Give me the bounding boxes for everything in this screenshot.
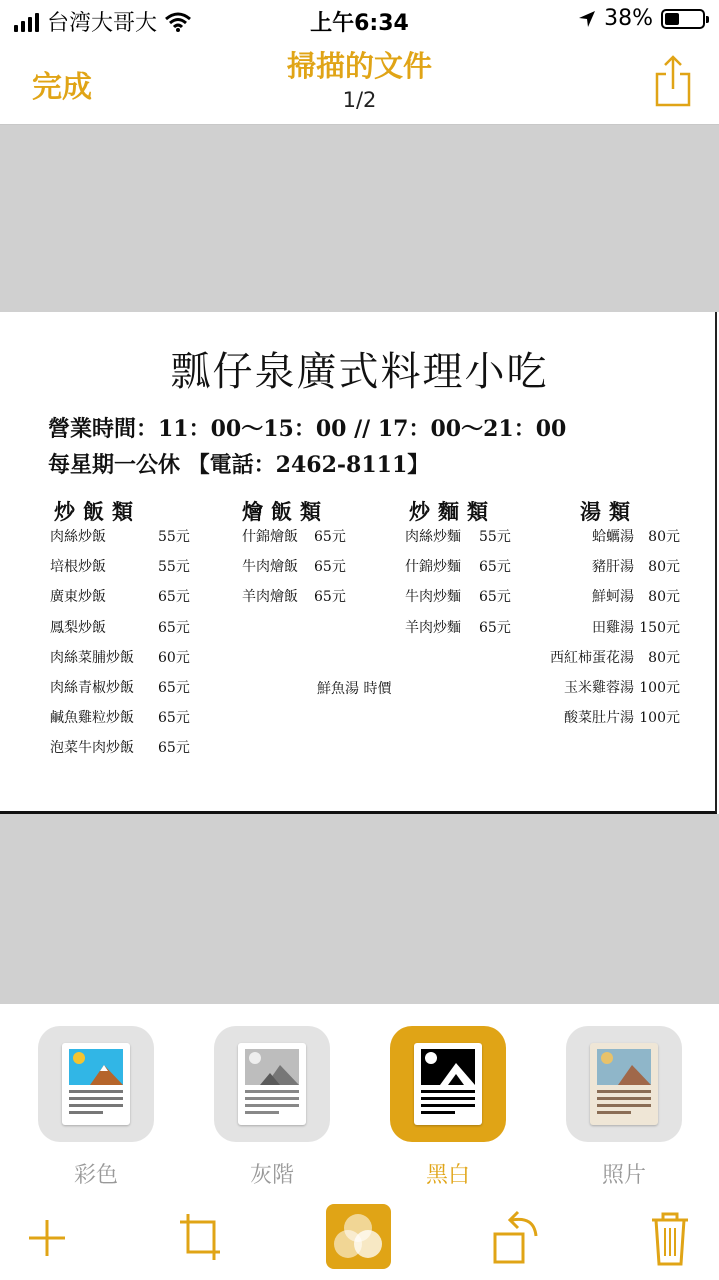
closed-and-phone: 每星期一公休 【電話：2462-8111】 <box>48 452 430 478</box>
menu-title: 瓢仔泉廣式料理小吃 <box>170 349 549 395</box>
menu-item <box>50 586 210 616</box>
item-name: 鹹魚雞粒炒飯 <box>50 710 134 727</box>
menu-item <box>50 677 210 707</box>
item-price: 65元 <box>158 740 190 757</box>
item-price: 65元 <box>158 679 190 696</box>
item-name: 豬肝湯 <box>592 559 634 576</box>
item-price: 55元 <box>158 529 190 545</box>
business-hours: 營業時間：11：00～15：00 // 17：00～21：00 <box>48 416 567 442</box>
fish-soup-market-price: 鮮魚湯 時價 <box>317 681 392 697</box>
menu-item <box>242 556 382 586</box>
filter-label: 黑白 <box>425 1163 470 1188</box>
item-name: 牛肉燴飯 <box>242 559 298 576</box>
category-heading: 湯類 <box>580 499 638 524</box>
filter-tile[interactable] <box>214 1026 330 1142</box>
item-name: 肉絲青椒炒飯 <box>50 679 134 696</box>
filter-tray <box>0 1004 719 1194</box>
item-name: 肉絲炒麵 <box>405 529 461 545</box>
filter-label: 灰階 <box>249 1163 294 1188</box>
item-price: 100元 <box>639 679 680 696</box>
item-price: 65元 <box>479 589 511 606</box>
item-price: 65元 <box>158 710 190 727</box>
menu-column-fried-rice <box>50 496 210 768</box>
item-name: 肉絲炒飯 <box>50 529 106 545</box>
menu-item <box>500 677 680 707</box>
nav-title: 掃描的文件 <box>286 49 432 83</box>
menu-item <box>500 556 680 586</box>
item-name: 泡菜牛肉炒飯 <box>50 740 134 757</box>
item-price: 55元 <box>479 529 511 545</box>
item-name: 培根炒飯 <box>50 559 106 576</box>
menu-item <box>500 526 680 556</box>
status-time: 上午6:34 <box>310 11 409 36</box>
canvas-background-top <box>0 125 719 312</box>
menu-item <box>500 617 680 647</box>
crop-icon[interactable] <box>178 1206 222 1268</box>
done-button[interactable]: 完成 <box>32 70 92 105</box>
filter-tile[interactable] <box>390 1026 506 1142</box>
item-price: 80元 <box>648 529 680 545</box>
item-name: 什錦燴飯 <box>242 529 298 545</box>
menu-column-soups <box>500 496 680 737</box>
item-name: 肉絲菜脯炒飯 <box>50 649 134 666</box>
menu-item <box>500 586 680 616</box>
category-heading: 燴飯類 <box>242 499 329 524</box>
filter-label: 彩色 <box>73 1163 118 1188</box>
item-price: 80元 <box>648 559 680 576</box>
filter-tile[interactable] <box>566 1026 682 1142</box>
item-price: 55元 <box>158 559 190 576</box>
item-price: 65元 <box>314 589 346 606</box>
filters-button[interactable] <box>326 1204 391 1269</box>
nav-bar <box>0 40 719 125</box>
menu-item <box>50 737 210 767</box>
bottom-toolbar <box>0 1194 719 1280</box>
menu-item <box>50 647 210 677</box>
filter-photo[interactable] <box>566 1026 682 1189</box>
menu-item <box>242 586 382 616</box>
filter-black-white[interactable] <box>390 1026 506 1189</box>
item-name: 羊肉炒麵 <box>405 619 461 636</box>
item-name: 西紅柿蛋花湯 <box>550 649 634 666</box>
item-name: 鳳梨炒飯 <box>50 619 106 636</box>
item-price: 65元 <box>479 559 511 576</box>
grayscale-document-icon <box>238 1043 306 1125</box>
item-price: 65元 <box>314 559 346 576</box>
category-heading: 炒飯類 <box>54 499 141 524</box>
menu-column-braised-rice <box>242 496 382 617</box>
trash-icon[interactable] <box>650 1206 690 1268</box>
item-price: 65元 <box>158 589 190 606</box>
item-price: 80元 <box>648 589 680 606</box>
menu-item <box>242 526 382 556</box>
item-price: 150元 <box>639 619 680 636</box>
filter-label: 照片 <box>601 1163 646 1188</box>
filter-color[interactable] <box>38 1026 154 1189</box>
item-price: 65元 <box>158 619 190 636</box>
carrier-label: 台湾大哥大 <box>47 11 158 36</box>
item-price: 100元 <box>639 710 680 727</box>
item-price: 65元 <box>479 619 511 636</box>
item-name: 廣東炒飯 <box>50 589 106 606</box>
item-name: 玉米雞蓉湯 <box>564 679 634 696</box>
photo-document-icon <box>590 1043 658 1125</box>
filter-grayscale[interactable] <box>214 1026 330 1189</box>
item-name: 什錦炒麵 <box>405 559 461 576</box>
filter-tile[interactable] <box>38 1026 154 1142</box>
item-price: 80元 <box>648 649 680 666</box>
black-white-document-icon <box>414 1043 482 1125</box>
rotate-icon[interactable] <box>490 1206 542 1268</box>
menu-item <box>50 526 210 556</box>
item-name: 蛤蠣湯 <box>592 529 634 545</box>
battery-icon <box>661 9 705 29</box>
item-name: 羊肉燴飯 <box>242 589 298 606</box>
location-arrow-icon <box>578 10 596 28</box>
share-icon[interactable] <box>653 54 693 108</box>
status-right <box>578 6 705 31</box>
menu-item <box>50 617 210 647</box>
battery-percent: 38% <box>604 6 653 31</box>
menu-item <box>50 556 210 586</box>
canvas-background-bottom <box>0 814 719 1004</box>
item-price: 60元 <box>158 649 190 666</box>
item-price: 65元 <box>314 529 346 545</box>
status-bar <box>0 0 719 40</box>
item-name: 鮮蚵湯 <box>592 589 634 606</box>
item-name: 酸菜肚片湯 <box>564 710 634 727</box>
category-heading: 炒麵類 <box>409 499 496 524</box>
menu-item <box>500 647 680 677</box>
filters-icon <box>326 1204 391 1269</box>
menu-item <box>50 707 210 737</box>
item-name: 牛肉炒麵 <box>405 589 461 606</box>
page-indicator: 1/2 <box>342 88 377 112</box>
scanned-page <box>0 312 717 814</box>
color-document-icon <box>62 1043 130 1125</box>
menu-item <box>500 707 680 737</box>
item-name: 田雞湯 <box>592 619 634 636</box>
plus-icon[interactable] <box>28 1206 66 1268</box>
